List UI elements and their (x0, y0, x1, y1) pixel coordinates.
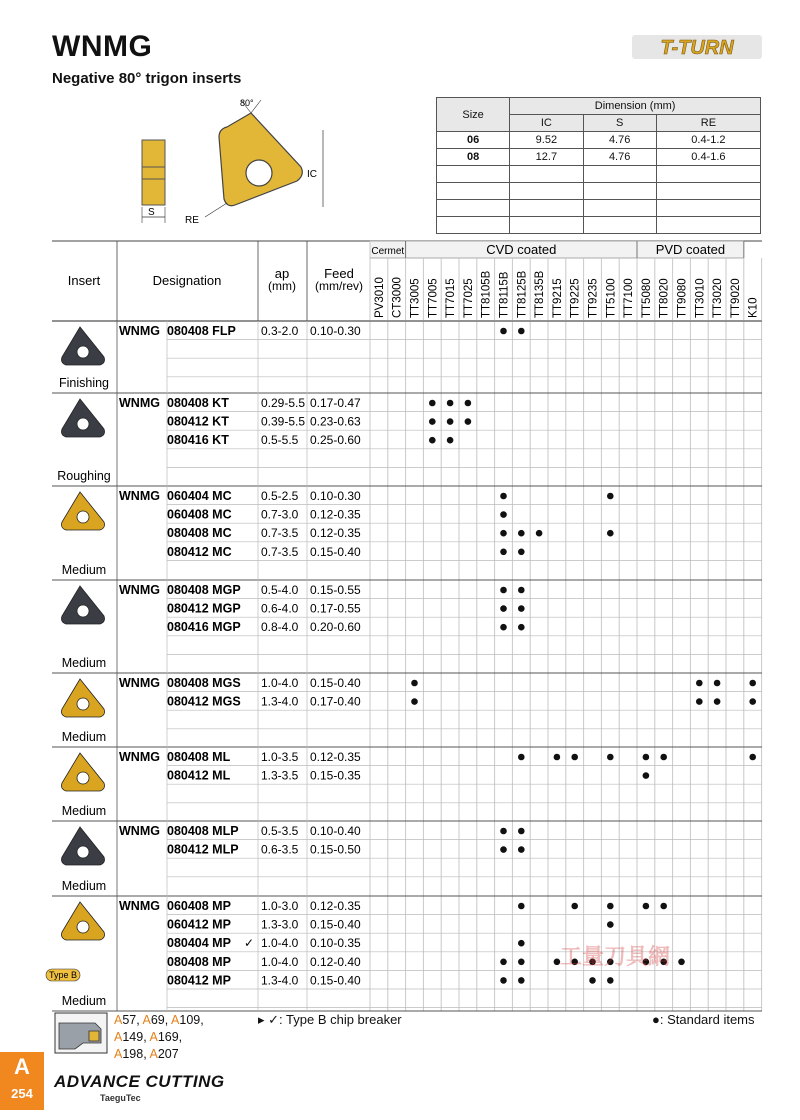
feed-value: 0.15-0.40 (310, 973, 361, 988)
standard-item-dot (643, 903, 650, 910)
designation-code: 060412 MP (167, 917, 231, 932)
ap-value: 1.0-4.0 (261, 676, 299, 690)
standard-item-dot (500, 493, 507, 500)
size-cell: 08 (437, 149, 510, 166)
standard-items-note: ●: Standard items (652, 1012, 755, 1027)
brand-text: T-TURN (660, 37, 734, 59)
standard-item-dot (678, 959, 685, 966)
re-label: RE (185, 215, 199, 226)
designation-code: 080408 MLP (167, 824, 239, 838)
standard-item-dot (643, 754, 650, 761)
ap-value: 0.7-3.0 (261, 507, 299, 522)
standard-item-dot (714, 698, 721, 705)
grade-label: TT9020 (729, 278, 742, 318)
ap-value: 0.7-3.5 (261, 544, 299, 559)
standard-item-dot (749, 680, 756, 687)
insert-hole (77, 511, 89, 523)
standard-item-dot (429, 437, 436, 444)
feed-value: 0.10-0.30 (310, 324, 361, 338)
re-cell: 0.4-1.2 (656, 132, 760, 149)
insert-hole (77, 846, 89, 858)
s-label: S (148, 207, 155, 218)
insert-hole (77, 346, 89, 358)
angle-label: 80° (240, 98, 254, 108)
designation-code: 080408 ML (167, 750, 231, 764)
feed-value: 0.12-0.35 (310, 507, 361, 522)
designation-prefix: WNMG (119, 396, 160, 410)
dimension-table (436, 97, 761, 234)
insert-drawing (135, 95, 335, 235)
standard-item-dot (518, 828, 525, 835)
grade-label: PV3010 (373, 277, 386, 318)
standard-item-dot (696, 680, 703, 687)
designation-prefix: WNMG (119, 824, 160, 838)
standard-item-dot (643, 772, 650, 779)
table-row (437, 132, 761, 149)
feed-value: 0.25-0.60 (310, 433, 361, 448)
feed-value: 0.10-0.35 (310, 936, 361, 951)
ap-value: 1.0-4.0 (261, 936, 299, 951)
standard-item-dot (660, 754, 667, 761)
section-tab (0, 1052, 44, 1110)
side-view (142, 140, 165, 205)
grade-label: TT9080 (676, 278, 689, 318)
insert-category-label: Medium (61, 879, 107, 893)
standard-item-dot (607, 754, 614, 761)
feed-value: 0.10-0.40 (310, 824, 361, 838)
type-b-check: ✓ (244, 936, 255, 951)
grade-label: TT9235 (587, 278, 600, 318)
standard-item-dot (518, 754, 525, 761)
insert-hole (77, 698, 89, 710)
designation-code: 080408 KT (167, 396, 229, 410)
designation-code: 080416 KT (167, 433, 229, 448)
feed-value: 0.15-0.50 (310, 842, 361, 857)
standard-item-dot (518, 977, 525, 984)
designation-prefix: WNMG (119, 489, 160, 503)
standard-item-dot (518, 328, 525, 335)
standard-item-dot (714, 680, 721, 687)
grade-label: TT7025 (462, 278, 475, 318)
ap-value: 0.8-4.0 (261, 620, 299, 635)
ap-value: 0.6-4.0 (261, 601, 299, 616)
standard-item-dot (660, 903, 667, 910)
grade-label: TT3005 (409, 278, 422, 318)
insert-hole (77, 605, 89, 617)
standard-item-dot (500, 959, 507, 966)
insert-header: Insert (67, 273, 101, 288)
designation-code: 080408 MGS (167, 676, 241, 690)
feed-header: Feed (324, 266, 354, 281)
grade-group-header: CVD coated (486, 242, 557, 257)
grade-label: TT9225 (569, 278, 582, 318)
standard-item-dot (518, 903, 525, 910)
ic-cell: 9.52 (510, 132, 583, 149)
standard-item-dot (447, 437, 454, 444)
ap-value: 0.5-2.5 (261, 489, 299, 503)
grade-table (48, 241, 762, 1011)
standard-item-dot (447, 400, 454, 407)
grade-label: TT5080 (640, 278, 653, 318)
designation-code: 080412 MP (167, 973, 231, 988)
feed-value: 0.12-0.35 (310, 750, 361, 764)
insert-category-label: Medium (61, 656, 107, 670)
feed-value: 0.15-0.40 (310, 676, 361, 690)
grade-label: TT8115B (498, 271, 511, 318)
feed-value: 0.10-0.30 (310, 489, 361, 503)
feed-value: 0.15-0.35 (310, 768, 361, 783)
standard-item-dot (571, 903, 578, 910)
table-row (437, 149, 761, 166)
insert-category-label: Medium (61, 994, 107, 1008)
ap-value: 1.0-3.5 (261, 750, 299, 764)
table-row-empty (437, 166, 761, 183)
designation-code: 080412 KT (167, 414, 229, 429)
standard-item-dot (500, 549, 507, 556)
feed-value: 0.17-0.47 (310, 396, 361, 410)
ap-value: 0.6-3.5 (261, 842, 299, 857)
designation-code: 080416 MGP (167, 620, 241, 635)
standard-item-dot (518, 587, 525, 594)
ap-value: 1.3-4.0 (261, 973, 299, 988)
feed-value: 0.12-0.35 (310, 526, 361, 541)
feed-value: 0.17-0.40 (310, 694, 361, 709)
ap-value: 1.3-3.5 (261, 768, 299, 783)
ap-value: 0.39-5.5 (261, 414, 306, 429)
footer-logo-sub: TaeguTec (100, 1093, 141, 1103)
grade-label: TT3010 (694, 278, 707, 318)
feed-value: 0.23-0.63 (310, 414, 361, 429)
ic-cell: 12.7 (510, 149, 583, 166)
standard-item-dot (518, 605, 525, 612)
standard-item-dot (607, 977, 614, 984)
standard-item-dot (447, 418, 454, 425)
designation-code: 060408 MP (167, 899, 231, 913)
standard-item-dot (465, 400, 472, 407)
size-header: Size (437, 98, 510, 132)
grade-label: TT7005 (427, 278, 440, 318)
designation-code: 080408 MC (167, 526, 232, 541)
designation-code: 080404 MP (167, 936, 231, 951)
designation-code: 080412 MGP (167, 601, 241, 616)
standard-item-dot (518, 959, 525, 966)
designation-code: 080412 ML (167, 768, 231, 783)
designation-code: 060408 MC (167, 507, 232, 522)
standard-item-dot (589, 977, 596, 984)
standard-item-dot (500, 511, 507, 518)
ap-value: 1.3-3.0 (261, 917, 299, 932)
s-cell: 4.76 (583, 149, 656, 166)
designation-prefix: WNMG (119, 750, 160, 764)
feed-value: 0.15-0.55 (310, 583, 361, 597)
table-row-empty (437, 217, 761, 234)
ap-value: 0.29-5.5 (261, 396, 306, 410)
insert-category-label: Medium (61, 563, 107, 577)
standard-item-dot (518, 940, 525, 947)
footer-logo: ADVANCE CUTTING (54, 1072, 225, 1091)
standard-item-dot (429, 400, 436, 407)
size-cell: 06 (437, 132, 510, 149)
grade-label: K10 (747, 297, 760, 318)
feed-value: 0.15-0.40 (310, 917, 361, 932)
designation-code: 080408 MGP (167, 583, 241, 597)
grade-label: TT8135B (534, 270, 547, 318)
standard-item-dot (607, 921, 614, 928)
s-cell: 4.76 (583, 132, 656, 149)
designation-code: 080412 MGS (167, 694, 241, 709)
grade-label: CT3000 (391, 277, 404, 318)
ap-value: 0.7-3.5 (261, 526, 299, 541)
standard-item-dot (500, 530, 507, 537)
ap-header: ap (274, 266, 290, 281)
grade-label: TT5100 (605, 278, 618, 318)
designation-prefix: WNMG (119, 676, 160, 690)
insert-hole (77, 921, 89, 933)
standard-item-dot (518, 846, 525, 853)
ap-value: 1.0-4.0 (261, 954, 299, 969)
feed-value: 0.12-0.35 (310, 899, 361, 913)
standard-item-dot (465, 418, 472, 425)
standard-item-dot (518, 624, 525, 631)
grade-label: TT8020 (658, 278, 671, 318)
grade-label: TT9215 (551, 278, 564, 318)
designation-prefix: WNMG (119, 324, 160, 338)
standard-item-dot (500, 846, 507, 853)
standard-item-dot (536, 530, 543, 537)
page-title: WNMG (52, 30, 153, 63)
feed-value: 0.12-0.40 (310, 954, 361, 969)
standard-item-dot (500, 587, 507, 594)
standard-item-dot (518, 549, 525, 556)
grade-group-header: Cermet (371, 246, 405, 257)
grade-label: TT3020 (712, 278, 725, 318)
feed-value: 0.20-0.60 (310, 620, 361, 635)
dimension-header: Dimension (mm) (510, 98, 761, 115)
designation-prefix: WNMG (119, 583, 160, 597)
feed-value: 0.17-0.55 (310, 601, 361, 616)
standard-item-dot (411, 680, 418, 687)
grade-label: TT7100 (623, 278, 636, 318)
standard-item-dot (607, 493, 614, 500)
brand-logo (632, 32, 762, 62)
toolholder-image (55, 1013, 107, 1053)
standard-item-dot (500, 624, 507, 631)
page-subtitle: Negative 80° trigon inserts (52, 70, 242, 87)
ap-value: 0.5-5.5 (261, 433, 299, 448)
designation-header: Designation (152, 273, 222, 288)
insert-hole (77, 418, 89, 430)
page-number: 254 (11, 1086, 33, 1101)
designation-code: 080412 MLP (167, 842, 239, 857)
table-row-empty (437, 183, 761, 200)
ap-value: 1.3-4.0 (261, 694, 299, 709)
designation-code: 060404 MC (167, 489, 232, 503)
grade-label: TT8125B (516, 270, 529, 318)
designation-code: 080408 FLP (167, 324, 236, 338)
feed-value: 0.15-0.40 (310, 544, 361, 559)
designation-code: 080408 MP (167, 954, 231, 969)
standard-item-dot (749, 754, 756, 761)
standard-item-dot (749, 698, 756, 705)
type-b-label: Type B (48, 970, 78, 980)
table-row-empty (437, 200, 761, 217)
re-col-header: RE (656, 115, 760, 132)
standard-item-dot (607, 530, 614, 537)
insert-category-label: Roughing (57, 469, 111, 483)
insert-hole (77, 772, 89, 784)
insert-top-view (219, 113, 302, 206)
type-b-note: ▸ ✓: Type B chip breaker (258, 1012, 402, 1027)
designation-code: 080412 MC (167, 544, 232, 559)
standard-item-dot (607, 903, 614, 910)
ic-col-header: IC (510, 115, 583, 132)
feed-unit: (mm/rev) (315, 279, 363, 293)
standard-item-dot (411, 698, 418, 705)
standard-item-dot (500, 977, 507, 984)
page-references: A57, A69, A109, A149, A169, A198, A207 (114, 1013, 204, 1061)
standard-item-dot (500, 605, 507, 612)
grade-group-header: PVD coated (655, 242, 726, 257)
standard-item-dot (554, 754, 561, 761)
standard-item-dot (500, 328, 507, 335)
ap-value: 0.5-4.0 (261, 583, 299, 597)
ic-label: IC (307, 169, 317, 180)
designation-prefix: WNMG (119, 899, 160, 913)
insert-category-label: Finishing (58, 376, 110, 390)
ap-value: 1.0-3.0 (261, 899, 299, 913)
ap-unit: (mm) (268, 279, 296, 293)
standard-item-dot (429, 418, 436, 425)
watermark: 工量刀具網 (560, 944, 671, 969)
standard-item-dot (500, 828, 507, 835)
standard-item-dot (518, 530, 525, 537)
section-letter: A (14, 1054, 30, 1079)
standard-item-dot (696, 698, 703, 705)
re-cell: 0.4-1.6 (656, 149, 760, 166)
standard-item-dot (571, 754, 578, 761)
ap-value: 0.5-3.5 (261, 824, 299, 838)
insert-category-label: Medium (61, 730, 107, 744)
insert-category-label: Medium (61, 804, 107, 818)
ap-value: 0.3-2.0 (261, 324, 299, 338)
s-col-header: S (583, 115, 656, 132)
grade-label: TT7015 (445, 278, 458, 318)
grade-label: TT8105B (480, 270, 493, 318)
